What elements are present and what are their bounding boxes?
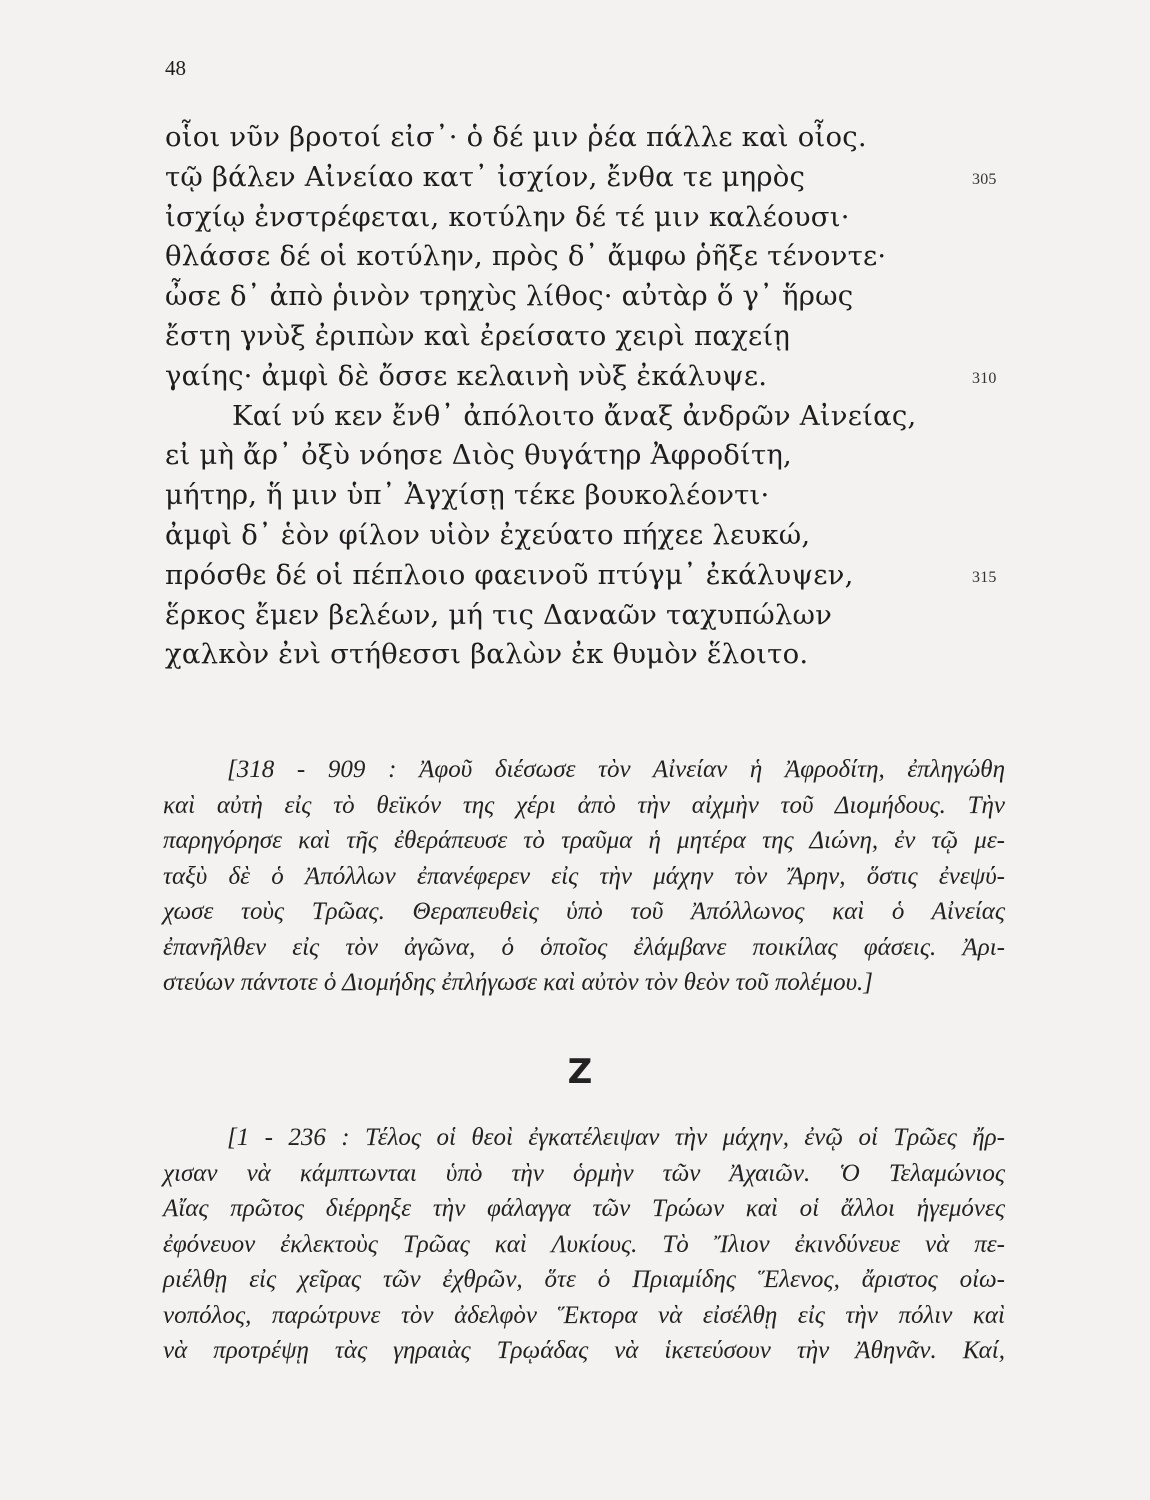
summary-line: ἐφόνευον ἐκλεκτοὺς Τρῶας καὶ Λυκίους. Τὸ Ἴλιον ἐκινδύνευε νὰ πε- <box>163 1230 1005 1258</box>
summary-line: παρηγόρησε καὶ τῆς ἐθεράπευσε τὸ τραῦμα ἡ μητέρα της Διώνη, ἐν τῷ με- <box>163 827 1005 854</box>
summary-line-text: [318 - 909 : Ἀφοῦ διέσωσε τὸν Αἰνείαν ἡ Ἀφροδίτη, ἐπληγώθη <box>227 756 1005 783</box>
summary-line: χωσε τοὺς Τρῶας. Θεραπευθεὶς ὑπὸ τοῦ Ἀπόλλωνος καὶ ὁ Αἰνείας <box>163 898 1005 925</box>
verse-text: ἔστη γνὺξ ἐριπὼν καὶ ἐρείσατο χειρὶ παχείῃ <box>165 319 791 352</box>
verse-line <box>165 198 1045 238</box>
summary-paragraph-book-6 <box>163 1120 1005 1369</box>
page-number: 48 <box>165 56 186 80</box>
verse-block <box>165 118 1045 675</box>
verse-text: ὦσε δ᾽ ἀπὸ ῥινὸν τρηχὺς λίθος· αὐτὰρ ὅ γ᾽ ἥρως <box>165 280 854 313</box>
verse-line <box>165 476 1045 516</box>
verse-line <box>165 357 1045 397</box>
verse-line <box>165 118 1045 158</box>
line-number: 310 <box>972 369 997 387</box>
verse-text: θλάσσε δέ οἱ κοτύλην, πρὸς δ᾽ ἄμφω ῥῆξε τένοντε· <box>165 240 887 273</box>
summary-line <box>163 752 1005 788</box>
verse-line <box>165 397 1045 437</box>
verse-text: μήτηρ, ἥ μιν ὑπ᾽ Ἀγχίσῃ τέκε βουκολέοντι· <box>165 479 770 512</box>
line-number: 315 <box>972 568 997 586</box>
verse-line <box>165 237 1045 277</box>
verse-text: τῷ βάλεν Αἰνείαο κατ᾽ ἰσχίον, ἔνθα τε μηρὸς <box>165 160 806 193</box>
verse-line <box>165 277 1045 317</box>
verse-line <box>165 596 1045 636</box>
verse-line <box>165 516 1045 556</box>
summary-line: νοπόλος, παρώτρυνε τὸν ἀδελφὸν Ἕκτορα νὰ εἰσέλθῃ εἰς τὴν πόλιν καὶ <box>163 1301 1005 1329</box>
verse-line <box>165 158 1045 198</box>
line-number: 305 <box>972 170 997 188</box>
summary-line-text: [1 - 236 : Τέλος οἱ θεοὶ ἐγκατέλειψαν τὴν μάχην, ἐνῷ οἱ Τρῶες ἤρ- <box>227 1124 1005 1151</box>
verse-line <box>165 317 1045 357</box>
summary-line <box>163 1120 1005 1156</box>
verse-text: οἷοι νῦν βροτοί εἰσ᾽· ὁ δέ μιν ῥέα πάλλε καὶ οἶος. <box>165 121 867 153</box>
summary-line: στεύων πάντοτε ὁ Διομήδης ἐπλήγωσε καὶ αὐτὸν τὸν θεὸν τοῦ πολέμου.] <box>163 969 874 996</box>
summary-line: καὶ αὐτὴ εἰς τὸ θεϊκόν της χέρι ἀπὸ τὴν αἰχμὴν τοῦ Διομήδους. Τὴν <box>163 791 1005 819</box>
verse-line <box>165 436 1045 476</box>
verse-text: ἕρκος ἔμεν βελέων, μή τις Δαναῶν ταχυπώλων <box>165 598 833 631</box>
verse-text: χαλκὸν ἐνὶ στήθεσσι βαλὼν ἐκ θυμὸν ἕλοιτο. <box>165 638 809 671</box>
verse-line <box>165 556 1045 596</box>
verse-text: ἰσχίῳ ἐνστρέφεται, κοτύλην δέ τέ μιν καλέουσι· <box>165 200 850 233</box>
summary-line: ριέλθῃ εἰς χεῖρας τῶν ἐχθρῶν, ὅτε ὁ Πριαμίδης Ἕλενος, ἄριστος οἰω- <box>163 1266 1005 1293</box>
summary-line: νὰ προτρέψῃ τὰς γηραιὰς Τρῳάδας νὰ ἱκετεύσουν τὴν Ἀθηνᾶν. Καί, <box>163 1337 1005 1364</box>
verse-text: γαίης· ἀμφὶ δὲ ὄσσε κελαινὴ νὺξ ἐκάλυψε. <box>165 359 768 392</box>
verse-text: πρόσθε δέ οἱ πέπλοιο φαεινοῦ πτύγμ᾽ ἐκάλυψεν, <box>165 558 854 591</box>
verse-line <box>165 635 1045 675</box>
summary-line: ταξὺ δὲ ὁ Ἀπόλλων ἐπανέφερεν εἰς τὴν μάχην τὸν Ἄρην, ὅστις ἐνεψύ- <box>163 862 1005 890</box>
summary-line: Αἴας πρῶτος διέρρηξε τὴν φάλαγγα τῶν Τρώων καὶ οἱ ἄλλοι ἡγεμόνες <box>163 1195 1005 1222</box>
summary-line: ἐπανῆλθεν εἰς τὸν ἀγῶνα, ὁ ὁποῖος ἐλάμβανε ποικίλας φάσεις. Ἀρι- <box>163 933 1005 961</box>
summary-paragraph-book-5 <box>163 752 1005 1001</box>
book-heading-letter: Ζ <box>567 1052 593 1092</box>
summary-line: χισαν νὰ κάμπτωνται ὑπὸ τὴν ὁρμὴν τῶν Ἀχαιῶν. Ὁ Τελαμώνιος <box>163 1159 1005 1187</box>
verse-text: Καί νύ κεν ἔνθ᾽ ἀπόλοιτο ἄναξ ἀνδρῶν Αἰνείας, <box>232 399 917 432</box>
verse-text: εἰ μὴ ἄρ᾽ ὀξὺ νόησε Διὸς θυγάτηρ Ἀφροδίτη, <box>165 439 792 472</box>
verse-text: ἀμφὶ δ᾽ ἑὸν φίλον υἱὸν ἐχεύατο πήχεε λευκώ, <box>165 518 811 551</box>
